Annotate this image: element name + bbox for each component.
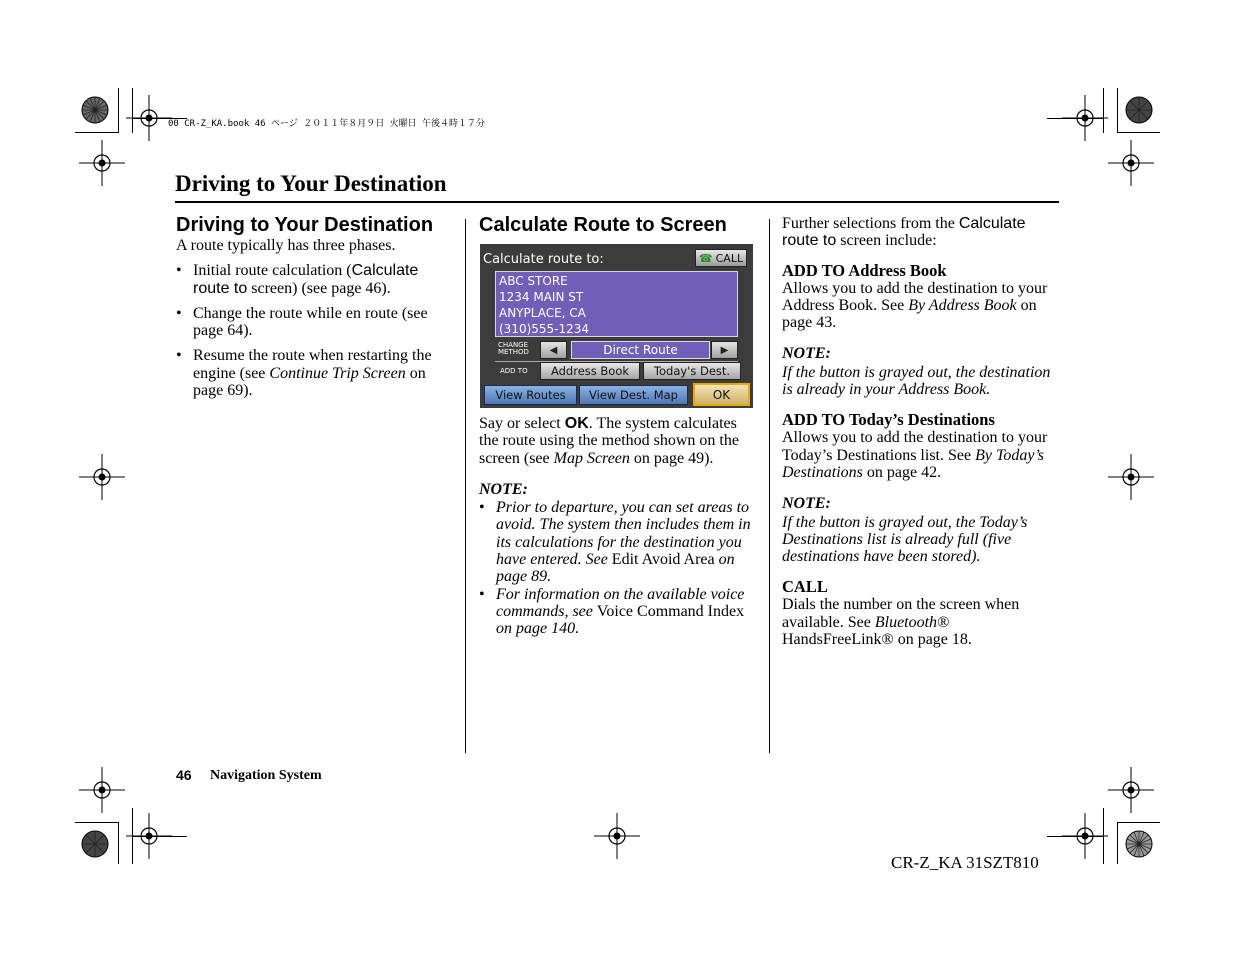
registration-mark-icon	[594, 813, 640, 859]
destination-address	[495, 271, 738, 337]
next-method-button[interactable]	[711, 341, 738, 359]
intro-text: A route typically has three phases.	[176, 237, 396, 254]
say-select-text: Say or select OK. The system calculates the route using the method shown on the screen (see Map Screen on page 49).	[479, 415, 739, 467]
registration-mark-icon	[1062, 95, 1108, 141]
right-arrow-icon: ▶	[720, 344, 729, 356]
phase-list	[176, 262, 454, 399]
view-dest-map-button[interactable]: View Dest. Map	[579, 385, 688, 405]
note-item: • Prior to departure, you can set areas to avoid. The system then includes them in its calculations for the destination you have entered. See Edit Avoid Area on page 89.	[479, 499, 755, 585]
section-heading: Driving to Your Destination	[176, 214, 434, 236]
starburst-mark-icon	[1125, 830, 1153, 858]
page-title: Driving to Your Destination	[175, 171, 447, 196]
subsection-body: Allows you to add the destination to your Today’s Destinations list. See By Today’s Destinations on page 42.	[782, 429, 1048, 481]
add-to-todays-destinations-section	[782, 411, 1054, 565]
calculate-route-screen	[480, 244, 753, 408]
starburst-mark-icon	[1125, 96, 1153, 124]
note-text: If the button is grayed out, the destination is already in your Address Book.	[782, 363, 1051, 399]
screen-title: Calculate route to:	[483, 252, 604, 267]
address-line: 1234 MAIN ST	[499, 290, 584, 304]
address-line: (310)555-1234	[499, 322, 590, 336]
document-code: CR-Z_KA 31SZT810	[891, 853, 1039, 872]
registration-mark-icon	[1062, 813, 1108, 859]
column-divider	[769, 219, 770, 753]
note-text: If the button is grayed out, the Today’s Destinations list is already full (five destinations have been stored).	[782, 513, 1028, 566]
add-to-todays-dest-button[interactable]: Today's Dest.	[643, 362, 741, 380]
note-label: NOTE:	[479, 480, 528, 498]
call-button[interactable]: ☎ CALL	[695, 249, 747, 267]
change-method-label: CHANGE METHOD	[498, 341, 529, 356]
note-item: • For information on the available voice commands, see Voice Command Index on page 140.	[479, 586, 755, 638]
footer-section-name: Navigation System	[210, 768, 322, 783]
add-to-label: ADD TO	[500, 367, 528, 375]
print-header: 00 CR-Z_KA.book 46 ページ ２０１１年８月９日 火曜日 午後４時１７分	[168, 119, 486, 129]
list-item: • Initial route calculation (Calculate route to screen) (see page 46).	[176, 262, 454, 297]
registration-mark-icon	[79, 140, 125, 186]
left-arrow-icon: ◀	[549, 344, 558, 356]
subsection-heading: CALL	[782, 577, 828, 597]
ok-button[interactable]: OK	[693, 383, 750, 406]
title-rule	[175, 201, 1059, 203]
middle-body	[479, 415, 755, 638]
subsection-body: Allows you to add the destination to your Address Book. See By Address Book on page 43.	[782, 279, 1048, 332]
registration-mark-icon	[126, 95, 172, 141]
registration-mark-icon	[126, 813, 172, 859]
note-list	[479, 499, 755, 637]
list-item: • Change the route while en route (see page 64).	[176, 305, 454, 340]
list-item: • Resume the route when restarting the engine (see Continue Trip Screen on page 69).	[176, 347, 454, 399]
registration-mark-icon	[1108, 767, 1154, 813]
previous-method-button[interactable]	[540, 341, 567, 359]
left-column	[176, 214, 454, 407]
address-line: ABC STORE	[499, 274, 568, 288]
right-column	[782, 215, 1054, 648]
phone-icon: ☎	[698, 251, 713, 265]
subsection-body: Dials the number on the screen when available. See Bluetooth® HandsFreeLink® on page 18.	[782, 596, 1020, 649]
column-divider	[465, 219, 466, 753]
further-selections-text: Further selections from the Calculate route to screen include:	[782, 215, 1026, 250]
route-method-value[interactable]: Direct Route	[571, 341, 710, 359]
note-label: NOTE:	[782, 345, 831, 363]
note-label: NOTE:	[782, 495, 831, 513]
page-number: 46	[176, 767, 192, 783]
section-heading: Calculate Route to Screen	[479, 214, 727, 236]
subsection-heading: ADD TO Today’s Destinations	[782, 410, 995, 430]
view-routes-button[interactable]: View Routes	[484, 385, 577, 405]
subsection-heading: ADD TO Address Book	[782, 260, 947, 280]
address-line: ANYPLACE, CA	[499, 306, 586, 320]
add-to-address-book-button[interactable]: Address Book	[540, 362, 640, 380]
starburst-mark-icon	[81, 96, 109, 124]
registration-mark-icon	[1108, 454, 1154, 500]
add-to-address-book-section	[782, 262, 1054, 399]
call-section	[782, 578, 1054, 648]
registration-mark-icon	[1108, 140, 1154, 186]
starburst-mark-icon	[81, 830, 109, 858]
registration-mark-icon	[79, 454, 125, 500]
registration-mark-icon	[79, 767, 125, 813]
